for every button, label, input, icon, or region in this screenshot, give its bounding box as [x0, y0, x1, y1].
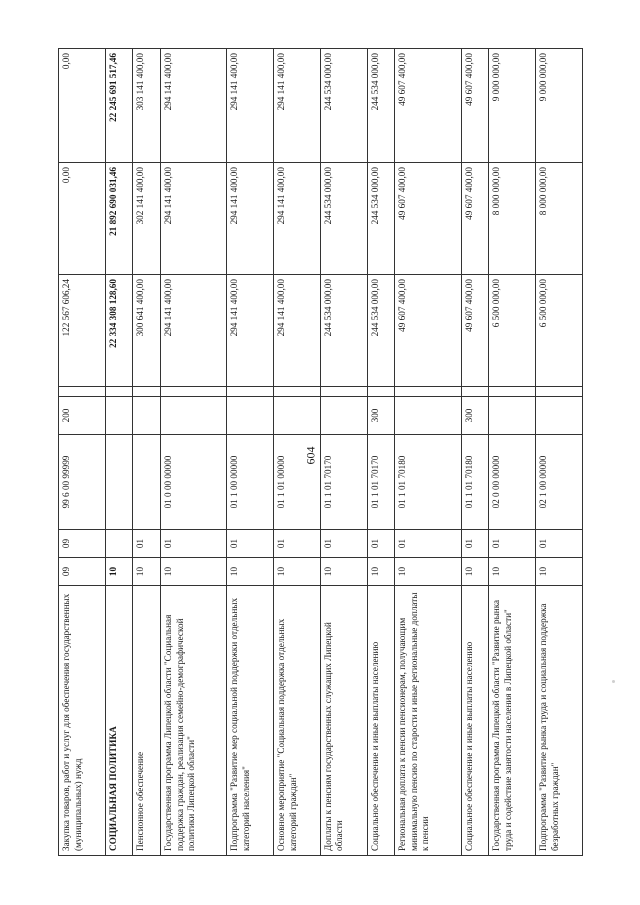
cell-sum3: 303 141 400,00 — [133, 49, 161, 163]
cell-pr: 02 1 00 00000 — [536, 435, 583, 530]
cell-name: Подпрограмма "Развитие рынка труда и социальная поддержка безработных граждан" — [536, 586, 583, 856]
cell-csr: 300 — [461, 397, 489, 435]
cell-name: Подпрограмма "Развитие мер социальной поддержки отдельных категорий населения" — [227, 586, 274, 856]
cell-csr — [395, 397, 461, 435]
cell-vr — [489, 387, 536, 397]
cell-pr — [133, 435, 161, 530]
cell-sum2: 294 141 400,00 — [227, 163, 274, 275]
cell-sum1: 244 534 000,00 — [320, 275, 367, 387]
cell-name: Государственная программа Липецкой области "Социальная поддержка граждан, реализация семейно-демографической политики Липецкой области" — [161, 586, 227, 856]
cell-sum2: 0,00 — [59, 163, 106, 275]
cell-sum3: 9 000 000,00 — [536, 49, 583, 163]
cell-sum3: 294 141 400,00 — [161, 49, 227, 163]
cell-ved: 10 — [105, 558, 133, 586]
cell-sum3: 9 000 000,00 — [489, 49, 536, 163]
cell-sum1: 122 567 606,24 — [59, 275, 106, 387]
cell-pr: 01 1 00 00000 — [227, 435, 274, 530]
cell-vr — [395, 387, 461, 397]
cell-pr — [105, 435, 133, 530]
cell-sum1: 49 607 400,00 — [395, 275, 461, 387]
cell-ved: 10 — [461, 558, 489, 586]
cell-sum1: 6 500 000,00 — [536, 275, 583, 387]
cell-csr — [227, 397, 274, 435]
cell-sum2: 294 141 400,00 — [161, 163, 227, 275]
cell-sum1: 294 141 400,00 — [274, 275, 321, 387]
cell-sum2: 8 000 000,00 — [489, 163, 536, 275]
cell-sum2: 21 892 690 031,46 — [105, 163, 133, 275]
cell-rz: 09 — [59, 530, 106, 558]
cell-sum3: 244 534 000,00 — [367, 49, 395, 163]
cell-sum3: 22 245 691 517,46 — [105, 49, 133, 163]
cell-sum1: 49 607 400,00 — [461, 275, 489, 387]
cell-sum2: 49 607 400,00 — [461, 163, 489, 275]
cell-name: Пенсионное обеспечение — [133, 586, 161, 856]
cell-vr — [461, 387, 489, 397]
cell-rz: 01 — [320, 530, 367, 558]
cell-name: СОЦИАЛЬНАЯ ПОЛИТИКА — [105, 586, 133, 856]
cell-pr: 01 1 01 70180 — [395, 435, 461, 530]
cell-ved: 10 — [489, 558, 536, 586]
cell-rz: 01 — [161, 530, 227, 558]
cell-pr: 01 1 01 70170 — [367, 435, 395, 530]
cell-pr: 01 1 01 00000 — [274, 435, 321, 530]
cell-sum3: 49 607 400,00 — [395, 49, 461, 163]
cell-csr: 300 — [367, 397, 395, 435]
cell-sum2: 244 534 000,00 — [367, 163, 395, 275]
cell-pr: 01 1 01 70170 — [320, 435, 367, 530]
cell-csr — [536, 397, 583, 435]
cell-sum3: 244 534 000,00 — [320, 49, 367, 163]
table-row — [161, 49, 227, 856]
cell-csr — [105, 397, 133, 435]
cell-ved: 10 — [320, 558, 367, 586]
cell-ved: 10 — [227, 558, 274, 586]
table-row — [320, 49, 367, 856]
cell-sum1: 294 141 400,00 — [227, 275, 274, 387]
table-row — [461, 49, 489, 856]
cell-rz: 01 — [536, 530, 583, 558]
cell-csr — [274, 397, 321, 435]
cell-vr — [133, 387, 161, 397]
table-row — [367, 49, 395, 856]
cell-ved: 10 — [367, 558, 395, 586]
cell-sum3: 49 607 400,00 — [461, 49, 489, 163]
cell-vr — [161, 387, 227, 397]
table-row — [227, 49, 274, 856]
cell-sum1: 300 641 400,00 — [133, 275, 161, 387]
cell-pr: 99 6 00 99999 — [59, 435, 106, 530]
cell-sum2: 8 000 000,00 — [536, 163, 583, 275]
cell-rz: 01 — [395, 530, 461, 558]
scan-speck — [612, 680, 615, 683]
budget-table-body — [59, 49, 583, 856]
budget-table — [58, 48, 583, 856]
cell-vr — [59, 387, 106, 397]
cell-rz — [105, 530, 133, 558]
cell-csr — [320, 397, 367, 435]
cell-ved: 09 — [59, 558, 106, 586]
cell-vr — [367, 387, 395, 397]
table-row — [489, 49, 536, 856]
cell-sum1: 22 334 308 128,60 — [105, 275, 133, 387]
cell-ved: 10 — [274, 558, 321, 586]
cell-rz: 01 — [461, 530, 489, 558]
cell-csr: 200 — [59, 397, 106, 435]
cell-vr — [105, 387, 133, 397]
page-number: 604 — [303, 446, 318, 465]
cell-sum2: 244 534 000,00 — [320, 163, 367, 275]
cell-rz: 01 — [489, 530, 536, 558]
cell-sum1: 244 534 000,00 — [367, 275, 395, 387]
cell-name: Социальное обеспечение и иные выплаты населению — [367, 586, 395, 856]
cell-sum3: 294 141 400,00 — [227, 49, 274, 163]
cell-ved: 10 — [161, 558, 227, 586]
cell-name: Основное мероприятие "Социальная поддержка отдельных категорий граждан" — [274, 586, 321, 856]
cell-sum1: 6 500 000,00 — [489, 275, 536, 387]
cell-sum2: 302 141 400,00 — [133, 163, 161, 275]
table-row — [133, 49, 161, 856]
cell-rz: 01 — [227, 530, 274, 558]
cell-rz: 01 — [367, 530, 395, 558]
budget-table-container — [58, 49, 583, 856]
cell-sum3: 0,00 — [59, 49, 106, 163]
cell-vr — [536, 387, 583, 397]
table-row — [59, 49, 106, 856]
cell-csr — [133, 397, 161, 435]
table-row — [536, 49, 583, 856]
cell-ved: 10 — [536, 558, 583, 586]
cell-pr: 01 0 00 00000 — [161, 435, 227, 530]
cell-sum2: 294 141 400,00 — [274, 163, 321, 275]
table-row — [395, 49, 461, 856]
cell-name: Доплаты к пенсиям государственных служащих Липецкой области — [320, 586, 367, 856]
cell-name: Региональная доплата к пенсии пенсионерам, получающим минимальную пенсию по старости и иные региональные доплаты к пенсии — [395, 586, 461, 856]
cell-pr: 02 0 00 00000 — [489, 435, 536, 530]
cell-sum1: 294 141 400,00 — [161, 275, 227, 387]
cell-pr: 01 1 01 70180 — [461, 435, 489, 530]
table-row — [105, 49, 133, 856]
cell-vr — [320, 387, 367, 397]
cell-rz: 01 — [274, 530, 321, 558]
cell-name: Социальное обеспечение и иные выплаты населению — [461, 586, 489, 856]
cell-name: Закупка товаров, работ и услуг для обеспечения государственных (муниципальных) нужд — [59, 586, 106, 856]
table-row — [274, 49, 321, 856]
cell-sum2: 49 607 400,00 — [395, 163, 461, 275]
cell-vr — [227, 387, 274, 397]
cell-ved: 10 — [133, 558, 161, 586]
cell-vr — [274, 387, 321, 397]
cell-sum3: 294 141 400,00 — [274, 49, 321, 163]
cell-name: Государственная программа Липецкой области "Развитие рынка труда и содействие занятости населения в Липецкой области" — [489, 586, 536, 856]
cell-ved: 10 — [395, 558, 461, 586]
cell-rz: 01 — [133, 530, 161, 558]
cell-csr — [161, 397, 227, 435]
cell-csr — [489, 397, 536, 435]
